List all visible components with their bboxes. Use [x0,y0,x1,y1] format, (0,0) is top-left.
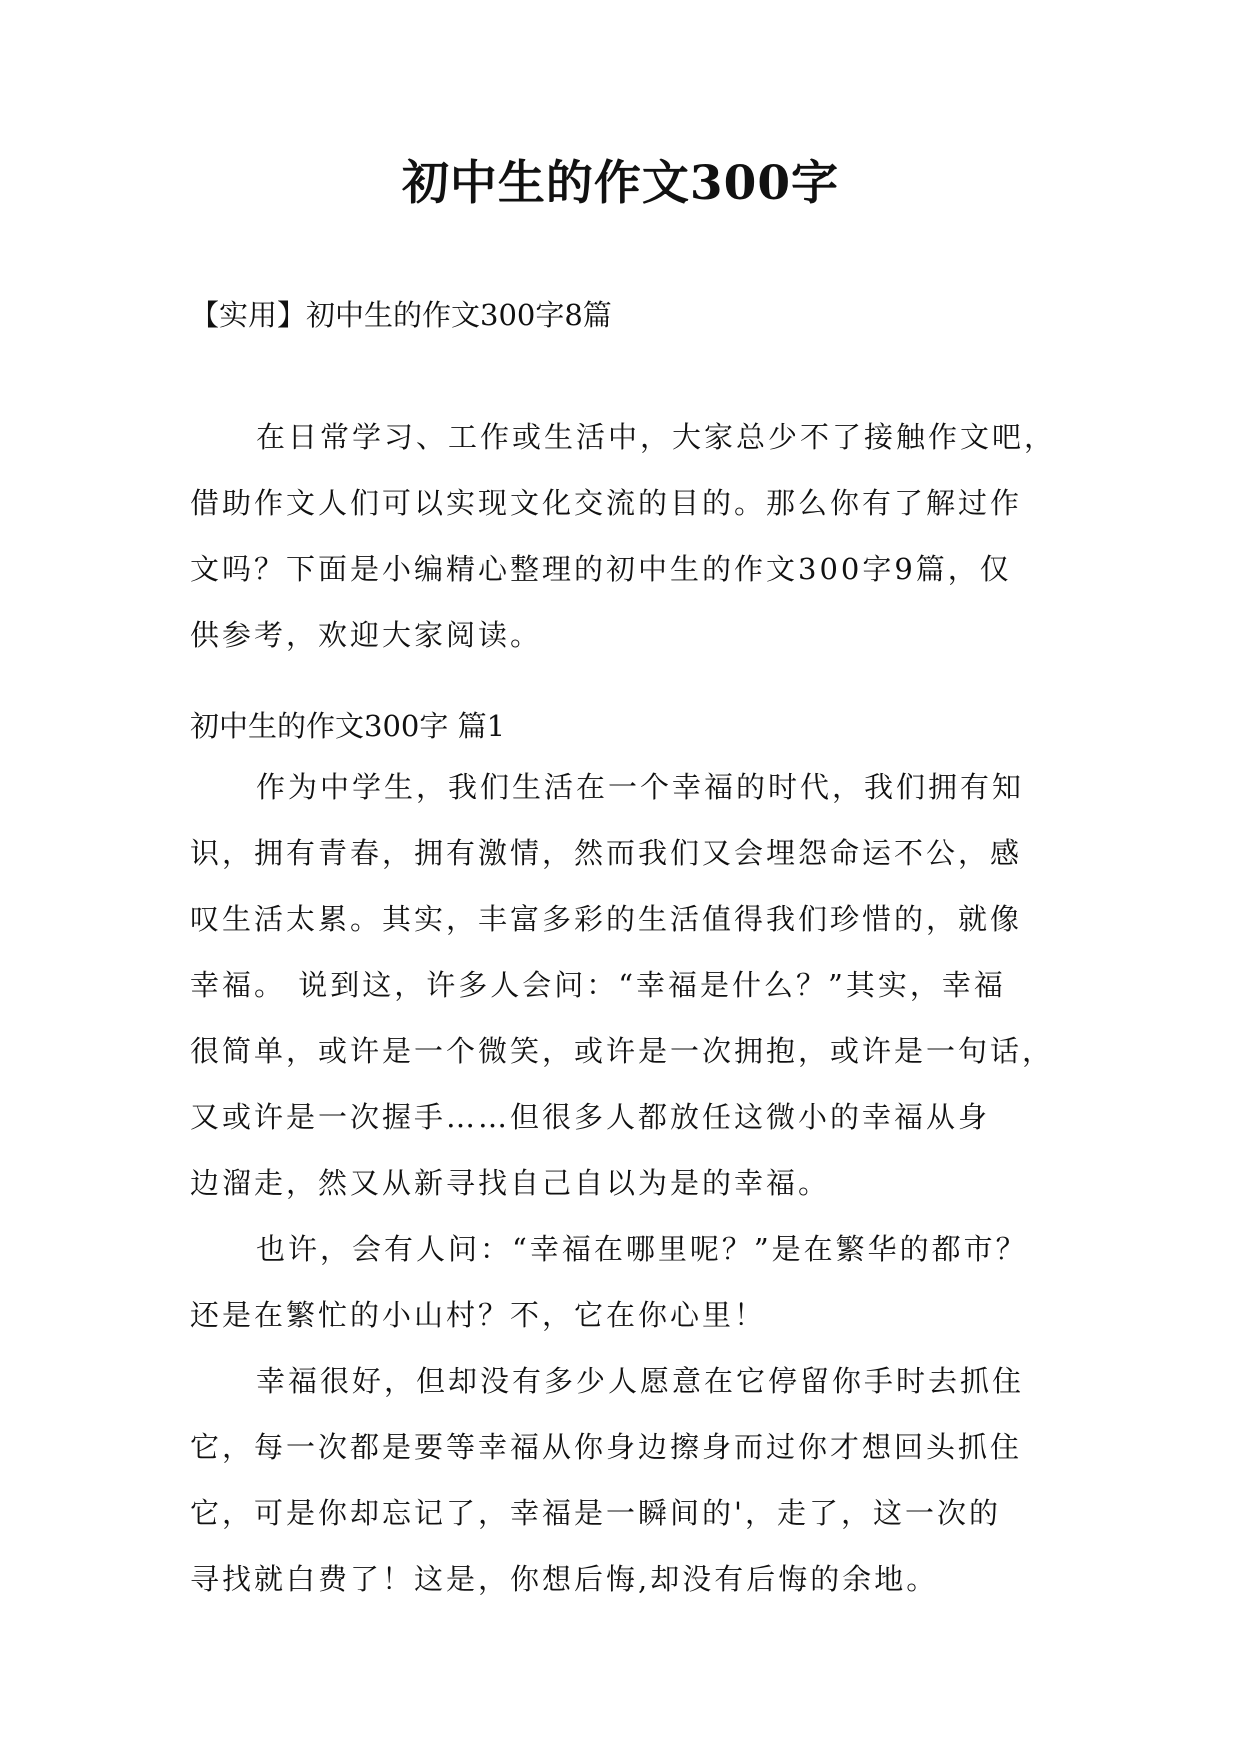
paragraph-line: 也许，会有人问：“幸福在哪里呢？”是在繁华的都市？ [256,1232,1028,1266]
paragraph-line: 作为中学生，我们生活在一个幸福的时代，我们拥有知 [256,770,1025,804]
paragraph-line: 它，可是你却忘记了，幸福是一瞬间的'，走了，这一次的 [190,1496,1001,1530]
paragraph-line: 它，每一次都是要等幸福从你身边擦身而过你才想回头抓住 [190,1430,1023,1464]
paragraph-line: 边溜走，然又从新寻找自己自以为是的幸福。 [190,1166,831,1200]
intro-line: 供参考，欢迎大家阅读。 [190,618,543,652]
paragraph-line: 寻找就白费了！这是，你想后悔,却没有后悔的余地。 [190,1562,939,1596]
intro-paragraph [190,404,1070,668]
paragraph-line: 还是在繁忙的小山村？不，它在你心里！ [190,1298,767,1332]
paragraph-line: 幸福。 说到这，许多人会问：“幸福是什么？”其实，幸福 [190,968,1006,1002]
document-subtitle: 【实用】初中生的作文300字8篇 [190,298,612,332]
essay-section-1 [190,701,1070,1612]
paragraph-line: 幸福很好，但却没有多少人愿意在它停留你手时去抓住 [256,1364,1025,1398]
paragraph-line: 识，拥有青春，拥有激情，然而我们又会埋怨命运不公，感 [190,836,1023,870]
intro-line: 文吗？下面是小编精心整理的初中生的作文300字9篇，仅 [190,552,1012,586]
intro-line: 借助作文人们可以实现文化交流的目的。那么你有了解过作 [190,486,1023,520]
document-title: 初中生的作文300字 [401,156,840,211]
intro-line: 在日常学习、工作或生活中，大家总少不了接触作文吧， [256,420,1057,454]
paragraph-line: 又或许是一次握手……但很多人都放任这微小的幸福从身 [190,1100,991,1134]
paragraph-line: 叹生活太累。其实，丰富多彩的生活值得我们珍惜的，就像 [190,902,1023,936]
section-heading: 初中生的作文300字 篇1 [190,709,506,743]
paragraph-line: 很简单，或许是一个微笑，或许是一次拥抱，或许是一句话， [190,1034,1055,1068]
